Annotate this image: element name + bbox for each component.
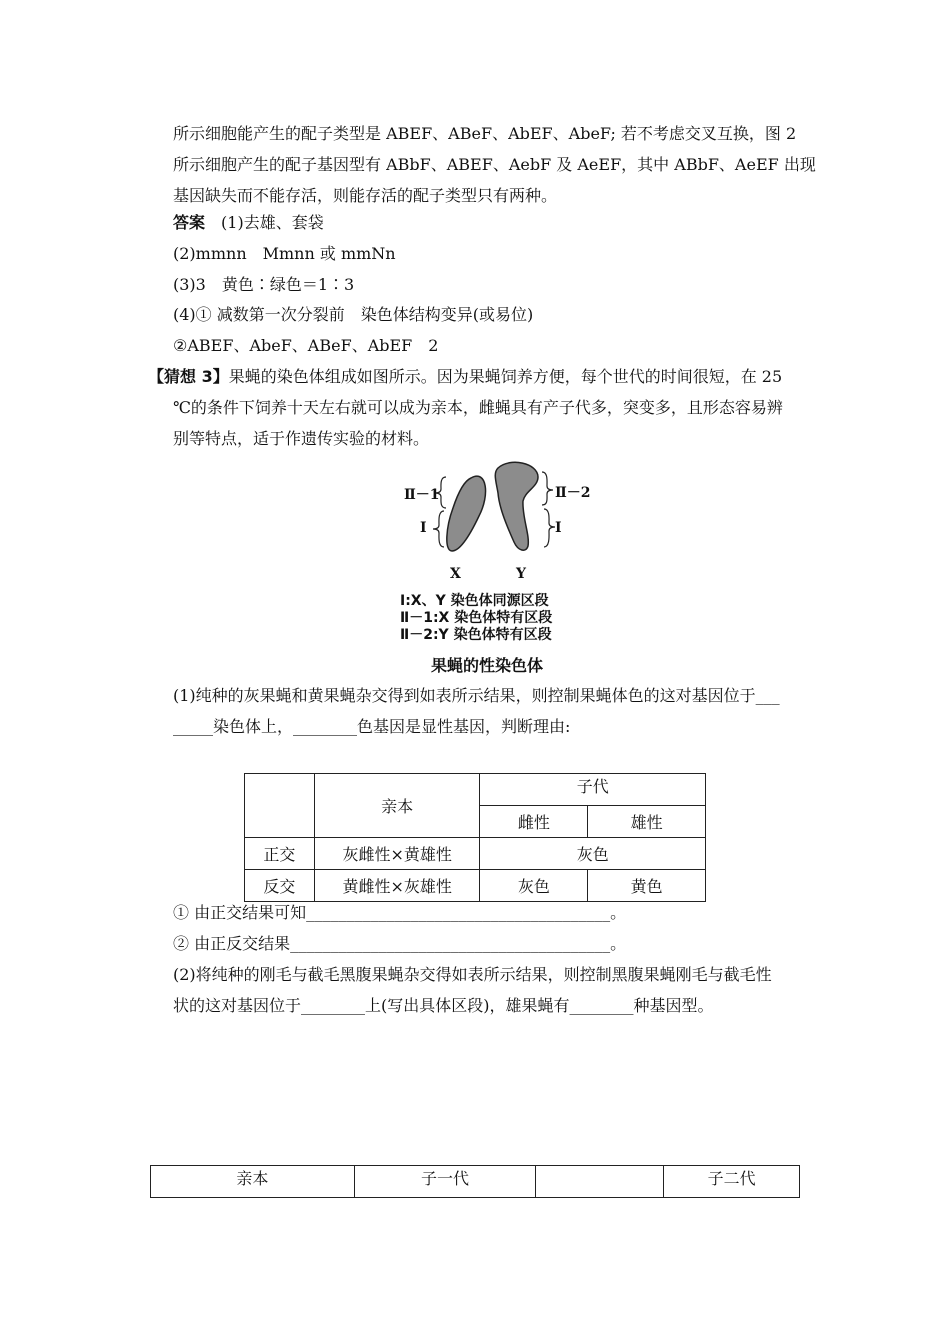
table-row [245, 838, 706, 870]
q2-line-1: (2)将纯种的刚毛与截毛黑腹果蝇杂交得如表所示结果，则控制黑腹果蝇刚毛与截毛性 [173, 965, 772, 984]
chromosome-figure [390, 455, 600, 560]
x-chromosome [447, 476, 486, 551]
answer-4: (4)① 减数第一次分裂前 染色体结构变异(或易位) [173, 305, 534, 324]
explanation-line-2: 所示细胞产生的配子基因型有 ABbF、ABEF、AebF 及 AeEF，其中 ABbF、AeEF 出现 [173, 155, 816, 174]
answer-1: (1)去雄、套袋 [221, 213, 324, 232]
label-i-left: Ⅰ [420, 520, 427, 536]
explanation-line-3: 基因缺失而不能存活，则能存活的配子类型只有两种。 [173, 186, 558, 205]
guess3-line-1 [148, 367, 782, 387]
guess3-line-3: 别等特点，适于作遗传实验的材料。 [173, 429, 430, 448]
table1-male-header: 雄性 [588, 806, 706, 838]
figure-legend-3: Ⅱ－2:Y 染色体特有区段 [400, 627, 552, 643]
table1-female-header: 雌性 [480, 806, 588, 838]
guess3-label: 【猜想 3】 [148, 367, 229, 386]
q1-line-1: (1)纯种的灰果蝇和黄果蝇杂交得到如表所示结果，则控制果蝇体色的这对基因位于___ [173, 686, 780, 705]
label-y: Y [516, 566, 526, 582]
answer-2: (2)mmnn Mmnn 或 mmNn [173, 244, 396, 263]
guess3-line-2: ℃的条件下饲养十天左右就可以成为亲本，雌蝇具有产子代多，突变多，且形态容易辨 [173, 398, 783, 417]
row-male-result: 黄色 [588, 870, 706, 902]
guess3-text-1: 果蝇的染色体组成如图所示。因为果蝇饲养方便，每个世代的时间很短，在 25 [228, 367, 783, 386]
bristle-cross-table [150, 1165, 800, 1198]
q2-line-2: 状的这对基因位于________上(写出具体区段)，雄果蝇有________种基因型。 [173, 996, 714, 1015]
answer-line-1 [173, 213, 324, 233]
row-type: 反交 [245, 870, 315, 902]
row-result: 灰色 [480, 838, 706, 870]
answer-5: ②ABEF、AbeF、ABeF、AbEF 2 [173, 336, 439, 355]
brace-ii2-right [542, 472, 553, 505]
explanation-line-1: 所示细胞能产生的配子类型是 ABEF、ABeF、AbEF、AbeF; 若不考虑交叉互换，图 2 [173, 124, 797, 143]
table2-parent-header: 亲本 [151, 1166, 355, 1198]
table1-empty-header [245, 774, 315, 838]
table1-parent-header: 亲本 [314, 774, 480, 838]
q1-sub-1: ① 由正交结果可知______________________________________。 [173, 903, 627, 922]
table-row [245, 870, 706, 902]
table2-f2-header: 子二代 [664, 1166, 800, 1198]
answer-label: 答案 [173, 213, 206, 232]
label-ii1: Ⅱ－1 [404, 487, 440, 503]
table2-empty-header [536, 1166, 664, 1198]
q1-sub-2: ② 由正反交结果________________________________________。 [173, 934, 627, 953]
row-female-result: 灰色 [480, 870, 588, 902]
label-ii2: Ⅱ－2 [555, 485, 591, 501]
q1-line-2: _____染色体上，________色基因是显性基因，判断理由: [173, 717, 571, 736]
answer-3: (3)3 黄色∶绿色＝1∶3 [173, 275, 355, 294]
label-x: X [450, 566, 461, 582]
table1-offspring-header: 子代 [480, 774, 706, 806]
cross-result-table [244, 773, 706, 902]
figure-caption: 果蝇的性染色体 [431, 656, 544, 675]
row-cross: 灰雌性×黄雄性 [314, 838, 480, 870]
brace-i-left [433, 511, 444, 547]
figure-legend-1: Ⅰ:X、Y 染色体同源区段 [400, 593, 549, 609]
table2-f1-header: 子一代 [354, 1166, 536, 1198]
brace-i-right [544, 509, 555, 547]
row-cross: 黄雌性×灰雄性 [314, 870, 480, 902]
figure-legend-2: Ⅱ－1:X 染色体特有区段 [400, 610, 553, 626]
label-i-right: Ⅰ [555, 520, 562, 536]
row-type: 正交 [245, 838, 315, 870]
y-chromosome [495, 462, 538, 550]
